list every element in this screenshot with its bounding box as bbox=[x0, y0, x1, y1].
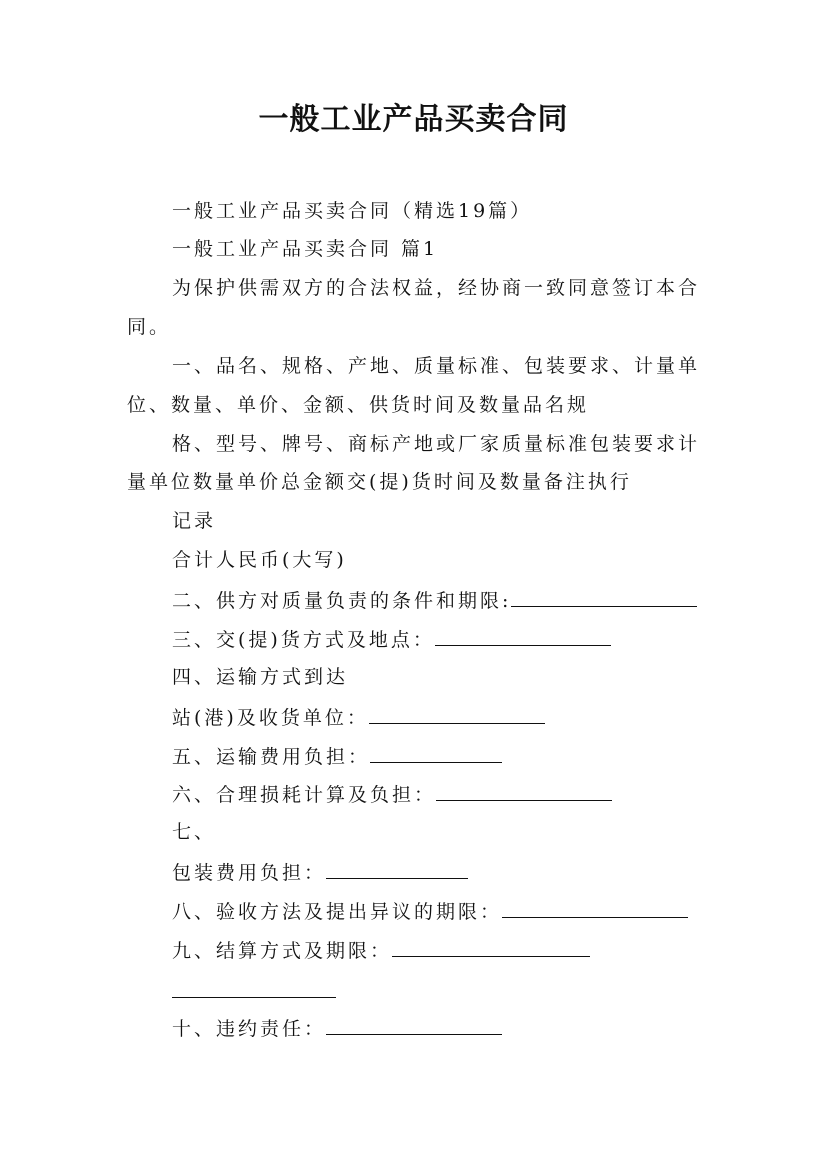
fill-in-blank bbox=[436, 778, 612, 801]
form-label: 六、合理损耗计算及负担： bbox=[172, 784, 437, 806]
form-line bbox=[172, 623, 611, 655]
fill-in-blank bbox=[502, 895, 688, 918]
paragraph-line: 位、数量、单价、金额、供货时间及数量品名规 bbox=[127, 394, 590, 416]
form-label: 三、交(提)货方式及地点： bbox=[172, 629, 435, 651]
form-label: 包装费用负担： bbox=[172, 862, 327, 884]
fill-in-blank bbox=[369, 701, 545, 724]
fill-in-blank bbox=[511, 584, 697, 607]
document-title: 一般工业产品买卖合同 bbox=[258, 102, 569, 137]
paragraph-line: 一般工业产品买卖合同 篇1 bbox=[172, 238, 439, 260]
form-line bbox=[172, 856, 468, 888]
form-label: 十、违约责任： bbox=[172, 1018, 327, 1040]
form-label: 二、供方对质量负责的条件和期限: bbox=[172, 590, 512, 612]
fill-in-blank bbox=[435, 623, 611, 646]
form-line bbox=[172, 740, 502, 772]
paragraph-line: 为保护供需双方的合法权益，经协商一致同意签订本合 bbox=[172, 277, 701, 299]
form-label: 八、验收方法及提出异议的期限： bbox=[172, 901, 503, 923]
paragraph-line: 记录 bbox=[172, 510, 217, 532]
fill-in-blank bbox=[326, 1012, 502, 1035]
form-label: 五、运输费用负担： bbox=[172, 746, 371, 768]
fill-in-blank bbox=[172, 997, 336, 998]
fill-in-blank bbox=[370, 740, 502, 763]
paragraph-line: 四、运输方式到达 bbox=[172, 666, 349, 688]
paragraph-line: 格、型号、牌号、商标产地或厂家质量标准包装要求计 bbox=[172, 433, 701, 455]
paragraph-line: 七、 bbox=[172, 821, 217, 843]
form-line bbox=[172, 895, 688, 927]
paragraph-line: 同。 bbox=[127, 316, 172, 338]
fill-in-blank bbox=[326, 856, 468, 879]
paragraph-line: 一般工业产品买卖合同（精选19篇） bbox=[172, 200, 533, 222]
form-label: 站(港)及收货单位： bbox=[172, 707, 369, 729]
form-line bbox=[172, 1012, 502, 1044]
form-line bbox=[172, 934, 590, 966]
fill-in-blank bbox=[392, 934, 590, 957]
paragraph-line: 量单位数量单价总金额交(提)货时间及数量备注执行 bbox=[127, 471, 632, 493]
paragraph-line: 一、品名、规格、产地、质量标准、包装要求、计量单 bbox=[172, 355, 701, 377]
paragraph-line: 合计人民币(大写) bbox=[172, 549, 347, 571]
form-line bbox=[172, 778, 612, 810]
form-label: 九、结算方式及期限： bbox=[172, 940, 393, 962]
form-line bbox=[172, 584, 697, 616]
form-line bbox=[172, 701, 545, 733]
